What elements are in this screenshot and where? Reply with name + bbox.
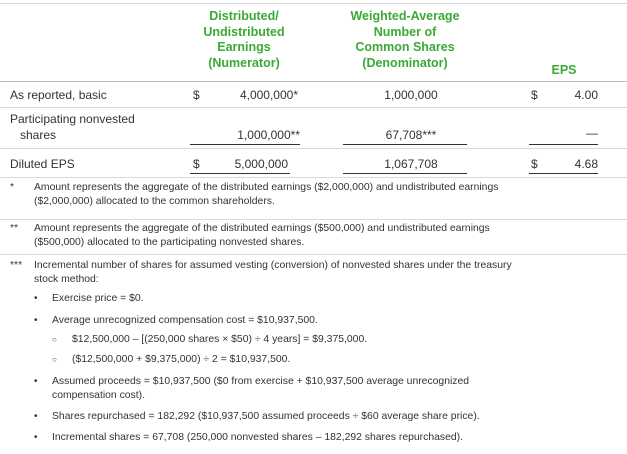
bullet-text: Incremental shares = 67,708 (250,000 nonvested shares – 182,292 shares repurchased). <box>52 432 463 443</box>
dollar-sign: $ <box>531 157 538 171</box>
footnote-text: ($2,000,000) allocated to the common shareholders. <box>34 195 275 207</box>
bullet-text: Exercise price = $0. <box>52 293 144 304</box>
sub-bullet-calc-2 <box>52 353 290 367</box>
footnote-1 <box>10 181 620 208</box>
bullet-text: Average unrecognized compensation cost = $10,937,500. <box>52 315 318 326</box>
basic-eps: 4.00 <box>574 88 598 102</box>
numerator-header-line: (Numerator) <box>208 55 280 70</box>
diluted-numerator: 5,000,000 <box>234 157 288 171</box>
nonvested-eps: — <box>586 126 598 140</box>
row-label-nonvested-cont: shares <box>20 128 57 142</box>
denominator-subtotal-rule <box>343 144 467 145</box>
bullet-icon: • <box>34 432 38 443</box>
denominator-header-line: Number of <box>373 24 437 39</box>
denominator-total-rule <box>343 173 467 174</box>
dollar-sign: $ <box>193 88 200 102</box>
header-rule <box>0 81 627 82</box>
sub-bullet-text: $12,500,000 – [(250,000 shares × $50) ÷ 4 years] = $9,375,000. <box>72 334 368 345</box>
sub-bullet-text: ($12,500,000 + $9,375,000) ÷ 2 = $10,937,500. <box>72 354 291 365</box>
row-divider <box>0 177 627 178</box>
numerator-header-line: Earnings <box>217 40 271 54</box>
bullet-assumed-proceeds <box>34 375 619 402</box>
footnote-text: Incremental number of shares for assumed vesting (conversion) of nonvested shares under the treasury <box>34 260 512 271</box>
diluted-denominator: 1,067,708 <box>384 157 438 171</box>
sub-bullet-icon: ○ <box>52 335 57 344</box>
dollar-sign: $ <box>193 157 200 171</box>
footnote-marker: ** <box>10 223 19 234</box>
denominator-header <box>335 9 475 71</box>
footnote-3 <box>10 259 625 286</box>
eps-header: EPS <box>551 63 577 77</box>
diluted-eps: 4.68 <box>574 157 598 171</box>
row-label-basic: As reported, basic <box>10 88 107 102</box>
numerator-header <box>186 9 302 71</box>
footnote-divider <box>0 219 627 220</box>
bullet-icon: • <box>34 293 38 304</box>
row-label-nonvested: Participating nonvested <box>10 112 135 126</box>
footnote-text: stock method: <box>34 273 99 285</box>
sub-bullet-icon: ○ <box>52 355 57 364</box>
bullet-avg-comp-cost <box>34 314 318 328</box>
bullet-exercise-price <box>34 292 144 306</box>
numerator-header-line: Undistributed <box>203 24 285 39</box>
denominator-header-line: Weighted-Average <box>350 9 460 23</box>
bullet-icon: • <box>34 376 38 387</box>
numerator-total-rule <box>190 173 290 174</box>
footnote-text: Amount represents the aggregate of the distributed earnings ($2,000,000) and undistributed earnings <box>34 182 499 193</box>
bullet-text: Assumed proceeds = $10,937,500 ($0 from exercise + $10,937,500 average unrecognized <box>52 376 470 387</box>
bullet-incremental-shares <box>34 431 463 445</box>
eps-subtotal-rule <box>529 144 598 145</box>
dollar-sign: $ <box>531 88 538 102</box>
row-divider <box>0 107 627 108</box>
basic-numerator: 4,000,000* <box>239 88 298 102</box>
row-divider <box>0 148 627 149</box>
denominator-header-line: (Denominator) <box>362 55 448 70</box>
bullet-icon: • <box>34 411 38 422</box>
bullet-icon: • <box>34 315 38 326</box>
sub-bullet-calc-1 <box>52 333 367 347</box>
nonvested-denominator: 67,708*** <box>385 128 437 142</box>
footnote-marker: *** <box>10 260 23 271</box>
footnote-text: ($500,000) allocated to the participating nonvested shares. <box>34 236 305 248</box>
numerator-header-line: Distributed/ <box>209 9 279 23</box>
numerator-subtotal-rule <box>190 144 300 145</box>
bullet-shares-repurchased <box>34 410 480 424</box>
footnote-2 <box>10 222 620 249</box>
row-label-diluted: Diluted EPS <box>10 157 75 171</box>
nonvested-numerator: 1,000,000** <box>237 128 300 142</box>
footnote-marker: * <box>10 182 15 193</box>
top-rule <box>0 3 627 4</box>
basic-denominator: 1,000,000 <box>384 88 438 102</box>
bullet-text: Shares repurchased = 182,292 ($10,937,500 assumed proceeds ÷ $60 average share price). <box>52 411 480 422</box>
footnote-divider <box>0 254 627 255</box>
footnote-text: Amount represents the aggregate of the distributed earnings ($500,000) and undistributed earnings <box>34 223 490 234</box>
denominator-header-line: Common Shares <box>355 40 455 54</box>
eps-total-rule <box>529 173 598 174</box>
bullet-text: compensation cost). <box>52 389 145 401</box>
